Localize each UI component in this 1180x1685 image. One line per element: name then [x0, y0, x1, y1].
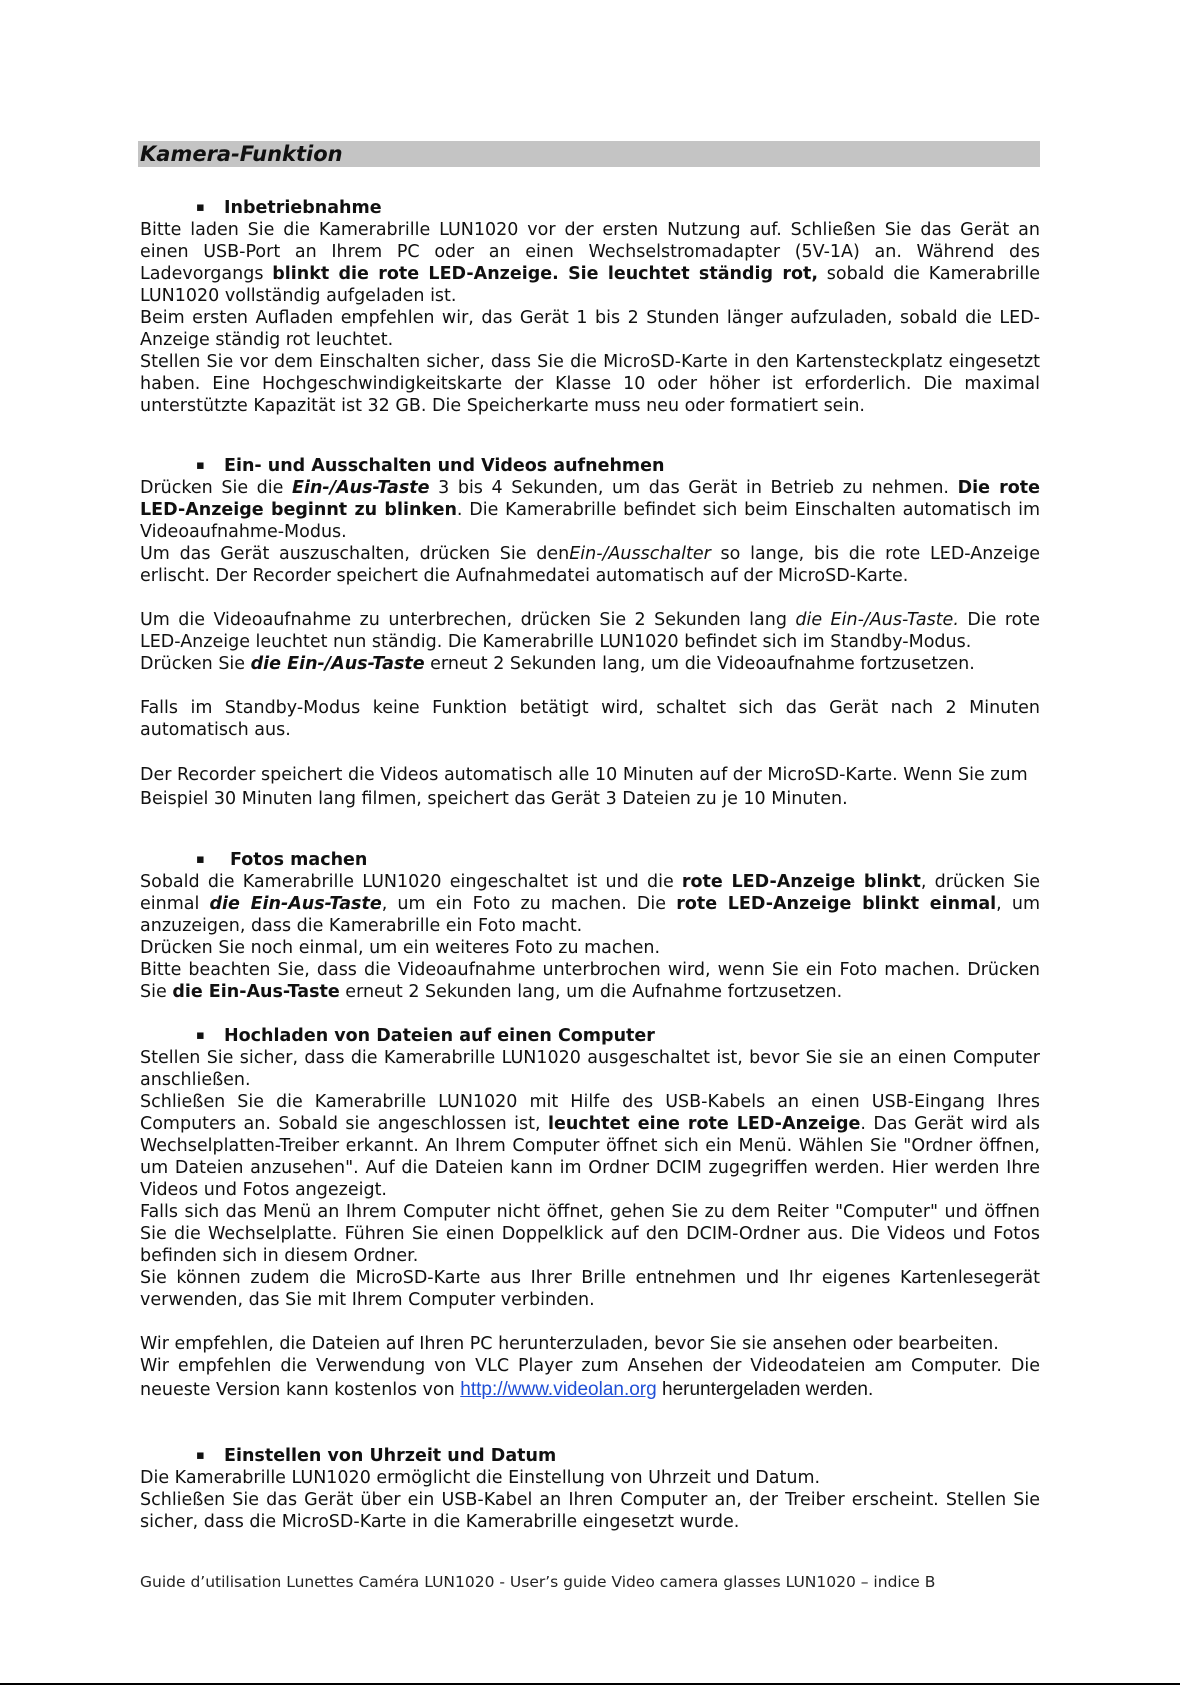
section-title-bar: [138, 141, 1040, 167]
bullet-icon: ▪: [196, 458, 205, 473]
videolan-link[interactable]: http://www.videolan.org: [460, 1379, 657, 1400]
paragraph: Schließen Sie die Kamerabrille LUN1020 mit Hilfe des USB-Kabels an einen USB-Eingang Ihres Computers an. Sobald sie angeschlossen ist, leuchtet eine rote LED-Anzeige. Das Gerät wird als Wechselplatten-Treiber erkannt. An Ihrem Computer öffnet sich ein Menü. Wählen Sie "Ordner öffnen, um Dateien anzusehen". Auf die Dateien kann im Ordner DCIM zugegriffen werden. Hier werden Ihre Videos und Fotos angezeigt.: [140, 1092, 1040, 1200]
paragraph: Wir empfehlen, die Dateien auf Ihren PC herunterzuladen, bevor Sie sie ansehen oder bearbeiten.: [140, 1334, 999, 1354]
paragraph: Falls sich das Menü an Ihrem Computer nicht öffnet, gehen Sie zu dem Reiter "Computer" und öffnen Sie die Wechselplatte. Führen Sie einen Doppelklick auf den DCIM-Ordner aus. Die Videos und Fotos befinden sich in diesem Ordner.: [140, 1202, 1040, 1266]
bullet-icon: ▪: [196, 1028, 205, 1043]
paragraph: Drücken Sie die Ein-/Aus-Taste 3 bis 4 Sekunden, um das Gerät in Betrieb zu nehmen. Die rote LED-Anzeige beginnt zu blinken. Die Kamerabrille befindet sich beim Einschalten automatisch im Videoaufnahme-Modus.: [140, 478, 1040, 542]
paragraph: Drücken Sie die Ein-/Aus-Taste erneut 2 Sekunden lang, um die Videoaufnahme fortzusetzen.: [140, 654, 975, 674]
paragraph: Schließen Sie das Gerät über ein USB-Kabel an Ihren Computer an, der Treiber erscheint. Stellen Sie sicher, dass die MicroSD-Karte in die Kamerabrille eingesetzt wurde.: [140, 1490, 1040, 1532]
paragraph: Stellen Sie sicher, dass die Kamerabrille LUN1020 ausgeschaltet ist, bevor Sie sie an einen Computer anschließen.: [140, 1048, 1040, 1090]
paragraph: Falls im Standby-Modus keine Funktion betätigt wird, schaltet sich das Gerät nach 2 Minuten automatisch aus.: [140, 698, 1040, 740]
paragraph: Bitte laden Sie die Kamerabrille LUN1020 vor der ersten Nutzung auf. Schließen Sie das Gerät an einen USB-Port an Ihrem PC oder an einen Wechselstromadapter (5V-1A) an. Während des Ladevorgangs blinkt die rote LED-Anzeige. Sie leuchtet ständig rot, sobald die Kamerabrille LUN1020 vollständig aufgeladen ist.: [140, 220, 1040, 306]
heading-ein-ausschalten: ▪ Ein- und Ausschalten und Videos aufnehmen: [196, 456, 665, 476]
heading-fotos-machen: ▪ Fotos machen: [196, 850, 368, 870]
paragraph: Sie können zudem die MicroSD-Karte aus Ihrer Brille entnehmen und Ihr eigenes Kartenlesegerät verwenden, das Sie mit Ihrem Computer verbinden.: [140, 1268, 1040, 1310]
paragraph: Sobald die Kamerabrille LUN1020 eingeschaltet ist und die rote LED-Anzeige blinkt, drücken Sie einmal die Ein-Aus-Taste, um ein Foto zu machen. Die rote LED-Anzeige blinkt einmal, um anzuzeigen, dass die Kamerabrille ein Foto macht.: [140, 872, 1041, 936]
paragraph: Stellen Sie vor dem Einschalten sicher, dass Sie die MicroSD-Karte in den Kartensteckplatz eingesetzt haben. Eine Hochgeschwindigkeitskarte der Klasse 10 oder höher ist erforderlich. Die maximal unterstützte Kapazität ist 32 GB. Die Speicherkarte muss neu oder formatiert sein.: [140, 352, 1040, 416]
bullet-icon: ▪: [196, 852, 205, 867]
paragraph: Drücken Sie noch einmal, um ein weiteres Foto zu machen.: [140, 938, 661, 958]
document-page: [140, 141, 1040, 1533]
section-title: Kamera-Funktion: [140, 142, 343, 166]
paragraph: Um das Gerät auszuschalten, drücken Sie denEin-/Ausschalter so lange, bis die rote LED-Anzeige erlischt. Der Recorder speichert die Aufnahmedatei automatisch auf der MicroSD-Karte.: [140, 544, 1040, 586]
paragraph: Der Recorder speichert die Videos automatisch alle 10 Minuten auf der MicroSD-Karte. Wenn Sie zum Beispiel 30 Minuten lang filmen, speichert das Gerät 3 Dateien zu je 10 Minuten.: [140, 765, 1028, 809]
bullet-icon: ▪: [196, 1448, 205, 1463]
paragraph: Die Kamerabrille LUN1020 ermöglicht die Einstellung von Uhrzeit und Datum.: [140, 1468, 821, 1488]
bullet-icon: ▪: [196, 200, 205, 215]
heading-hochladen: ▪ Hochladen von Dateien auf einen Computer: [196, 1026, 655, 1046]
paragraph: Um die Videoaufnahme zu unterbrechen, drücken Sie 2 Sekunden lang die Ein-/Aus-Taste. Die rote LED-Anzeige leuchtet nun ständig. Die Kamerabrille LUN1020 befindet sich im Standby-Modus.: [140, 610, 1040, 652]
paragraph: Bitte beachten Sie, dass die Videoaufnahme unterbrochen wird, wenn Sie ein Foto machen. Drücken Sie die Ein-Aus-Taste erneut 2 Sekunden lang, um die Aufnahme fortzusetzen.: [140, 960, 1040, 1002]
paragraph: Beim ersten Aufladen empfehlen wir, das Gerät 1 bis 2 Stunden länger aufzuladen, sobald die LED-Anzeige ständig rot leuchtet.: [140, 308, 1040, 350]
heading-uhrzeit-datum: ▪ Einstellen von Uhrzeit und Datum: [196, 1446, 557, 1466]
paragraph: Wir empfehlen die Verwendung von VLC Player zum Ansehen der Videodateien am Computer. Die neueste Version kann kostenlos von http://www.videolan.org heruntergeladen werden.: [140, 1356, 1040, 1400]
page-footer: Guide d’utilisation Lunettes Caméra LUN1020 - User’s guide Video camera glasses LUN1020 – indice B: [140, 1573, 936, 1591]
heading-inbetriebnahme: ▪ Inbetriebnahme: [196, 198, 382, 218]
